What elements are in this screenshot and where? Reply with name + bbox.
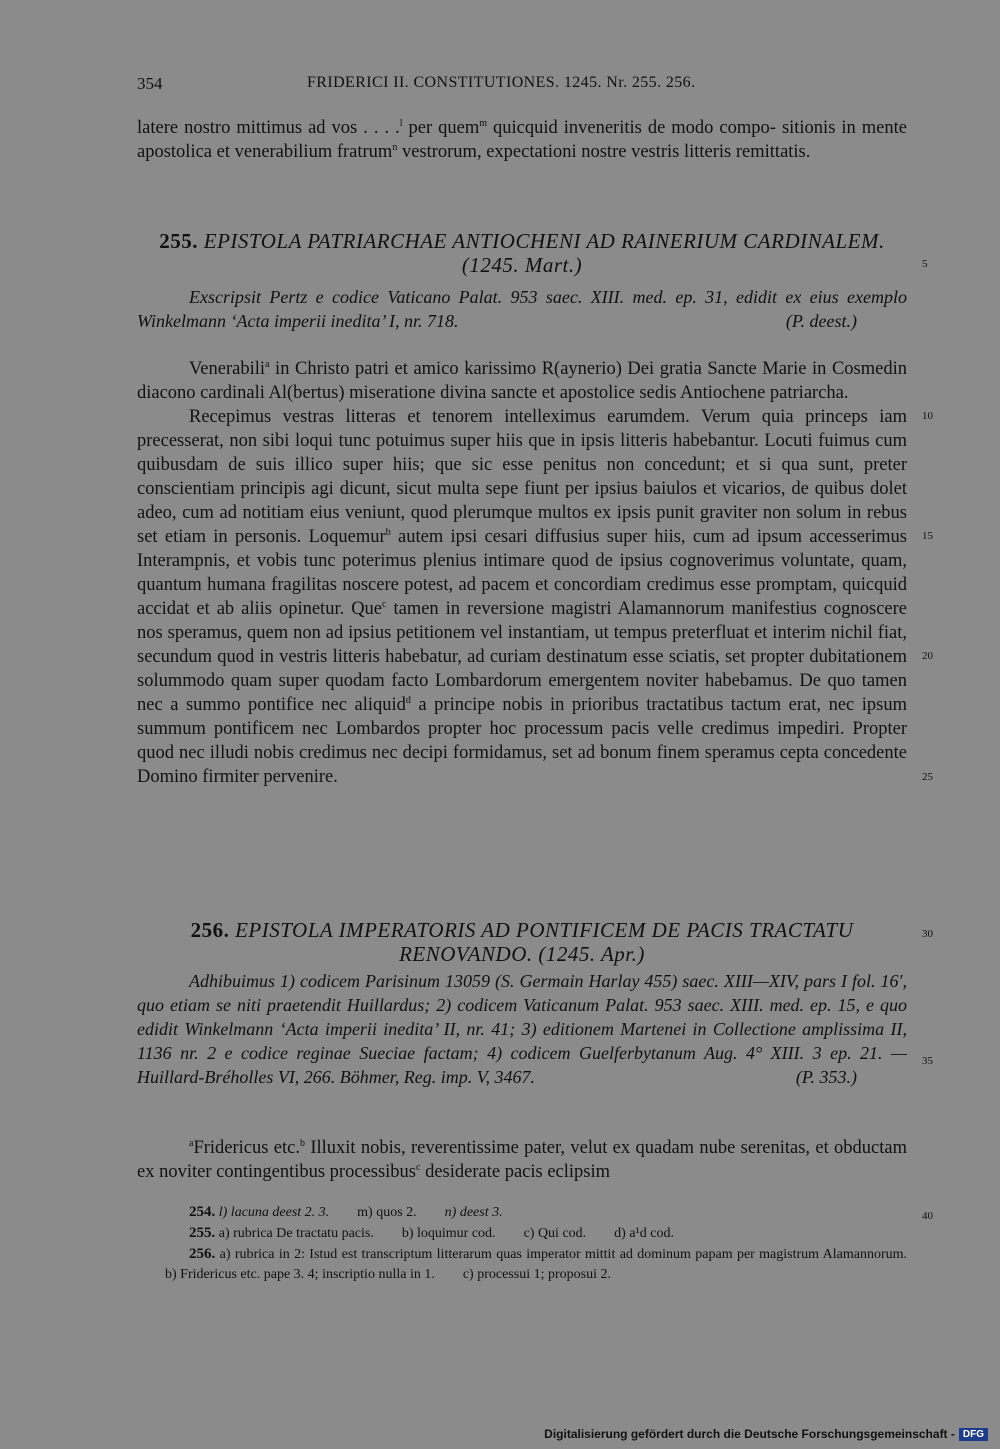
doc255-title: 255. EPISTOLA PATRIARCHAE ANTIOCHENI AD RAINERIUM CARDINALEM. (1245. Mart.) bbox=[159, 229, 885, 277]
line-number: 15 bbox=[922, 530, 933, 542]
line-number: 20 bbox=[922, 650, 933, 662]
footer-text: Digitalisierung gefördert durch die Deutsche Forschungsgemeinschaft - bbox=[544, 1427, 955, 1441]
doc255-source-note: Exscripsit Pertz e codice Vaticano Palat. 953 saec. XIII. med. ep. 31, edidit ex eius exemplo Winkelmann ‘Acta imperii inedita’ I, nr. 718. (P. deest.) bbox=[137, 287, 907, 331]
funding-footer bbox=[544, 1427, 988, 1441]
line-number: 40 bbox=[922, 1210, 933, 1222]
doc256-text: $^a$Fridericus etc.$^b$ Illuxit nobis, reverentissime pater, velut ex quadam nube serenitas, et obductam ex noviter contingentibus processibus$^c$ desiderate pacis eclipsim bbox=[137, 1137, 908, 1182]
line-number: 10 bbox=[922, 410, 933, 422]
line-number: 30 bbox=[922, 928, 933, 940]
doc256-source-note: Adhibuimus 1) codicem Parisinum 13059 (S. Germain Harlay 455) saec. XIII—XIV, pars I fol. 16′, quo etiam se niti praetendit Huillardus; 2) codicem Vaticanum Palat. 953 saec. XIII. med. ep. 15, e quo edidit Winkelmann ‘Acta imperii inedita’ II, nr. 41; 3) editionem Martenei in Collectione amplissima II, 1136 nr. 2 e codice reginae Sueciae factam; 4) codicem Guelferbytanum Aug. 4° XIII. 3 ep. 21. — Huillard-Bréholles VI, 266. Böhmer, Reg. imp. V, 3467. (P. 353.) bbox=[137, 971, 907, 1087]
doc255-ref: (P. deest.) bbox=[785, 311, 857, 331]
footnotes: 254. l) lacuna deest 2. 3. m) quos 2. n) deest 3. 255. a) rubrica De tractatu pacis. b) loquimur cod. c) Qui cod. d) a¹d cod. 256. a) rubrica in 2: Istud est transcriptum litterarum quas imperator mittit ad dominum papam per magistrum Alamannorum.b) Fridericus etc. pape 3. 4; inscriptio nulla in 1. c) processui 1; proposui 2. bbox=[165, 1204, 907, 1282]
line-number: 25 bbox=[922, 771, 933, 783]
line-number: 35 bbox=[922, 1055, 933, 1067]
running-title: FRIDERICI II. CONSTITUTIONES. 1245. Nr. 255. 256. bbox=[307, 74, 696, 91]
intro-paragraph: latere nostro mittimus ad vos . . . .$^l$ per quem$^m$ quicquid inveneritis de modo compo- sitionis in mente apostolica et venerabilium fratrum$^n$ vestrorum, expectationi nostre vestris litteris remittatis. bbox=[137, 117, 907, 162]
line-number: 5 bbox=[922, 258, 928, 270]
dfg-logo: DFG bbox=[959, 1428, 988, 1441]
doc256-ref: (P. 353.) bbox=[795, 1067, 857, 1087]
doc256-title: 256. EPISTOLA IMPERATORIS AD PONTIFICEM DE PACIS TRACTATU RENOVANDO. (1245. Apr.) bbox=[190, 918, 854, 966]
page-number: 354 bbox=[137, 74, 163, 93]
doc255-text: Venerabili$^a$ in Christo patri et amico karissimo R(aynerio) Dei gratia Sancte Marie in Cosmedin diacono cardinali Al(bertus) miseratione divina sancte et apostolice sedis Antiochene patriarcha. Recepimus vestras litteras et tenorem intelleximus earumdem. Verum quia princeps iam precesserat, non sibi loqui tunc potuimus super hiis que in ipsis litteris habebantur. Locuti fuimus cum quibusdam de suis illico super hiis; que sic esse penitus non concedunt; et si qua sunt, preter conscientiam principis agi dicunt, sicut multa sepe fiunt per ipsius baiulos et vicarios, de quibus dolet adeo, cum ad notitiam eius veniunt, quod plerumque multos ex ipsis punit graviter non solum in rebus set etiam in personis. Loquemur$^b$ autem ipsi cesari diffusius super hiis, cum ad ipsum accesserimus Interampnis, et vobis tunc poterimus plenius intimare quod de ipsius cognoverimus voluntate, quam, quantum humana fragilitas noscere potest, ad pacem et concordiam credimus esse promptam, quicquid accidat et ab aliis opinetur. Que$^c$ tamen in reversione magistri Alamannorum manifestius cognoscere nos speramus, quem non ad ipsius petitionem vel instantiam, ut tempus preterfluat et interim nichil fiat, secundum quod in vestris litteris habebatur, ad curiam destinatum esse sciatis, set propter dubitationem solummodo quam super quodam facto Lombardorum emergentem noviter habebamus. De quo tamen nec a summo pontifice nec aliquid$^d$ a principe nobis in prioribus tractatibus tactum erat, nec ipsum summum pontificem nec Lombardos propter hoc processum pacis velle credimus impediri. Propter quod nec illudi nobis credimus nec decipi formidamus, set ad bonum finem speramus cepta concedente Domino firmiter pervenire. bbox=[137, 358, 908, 787]
